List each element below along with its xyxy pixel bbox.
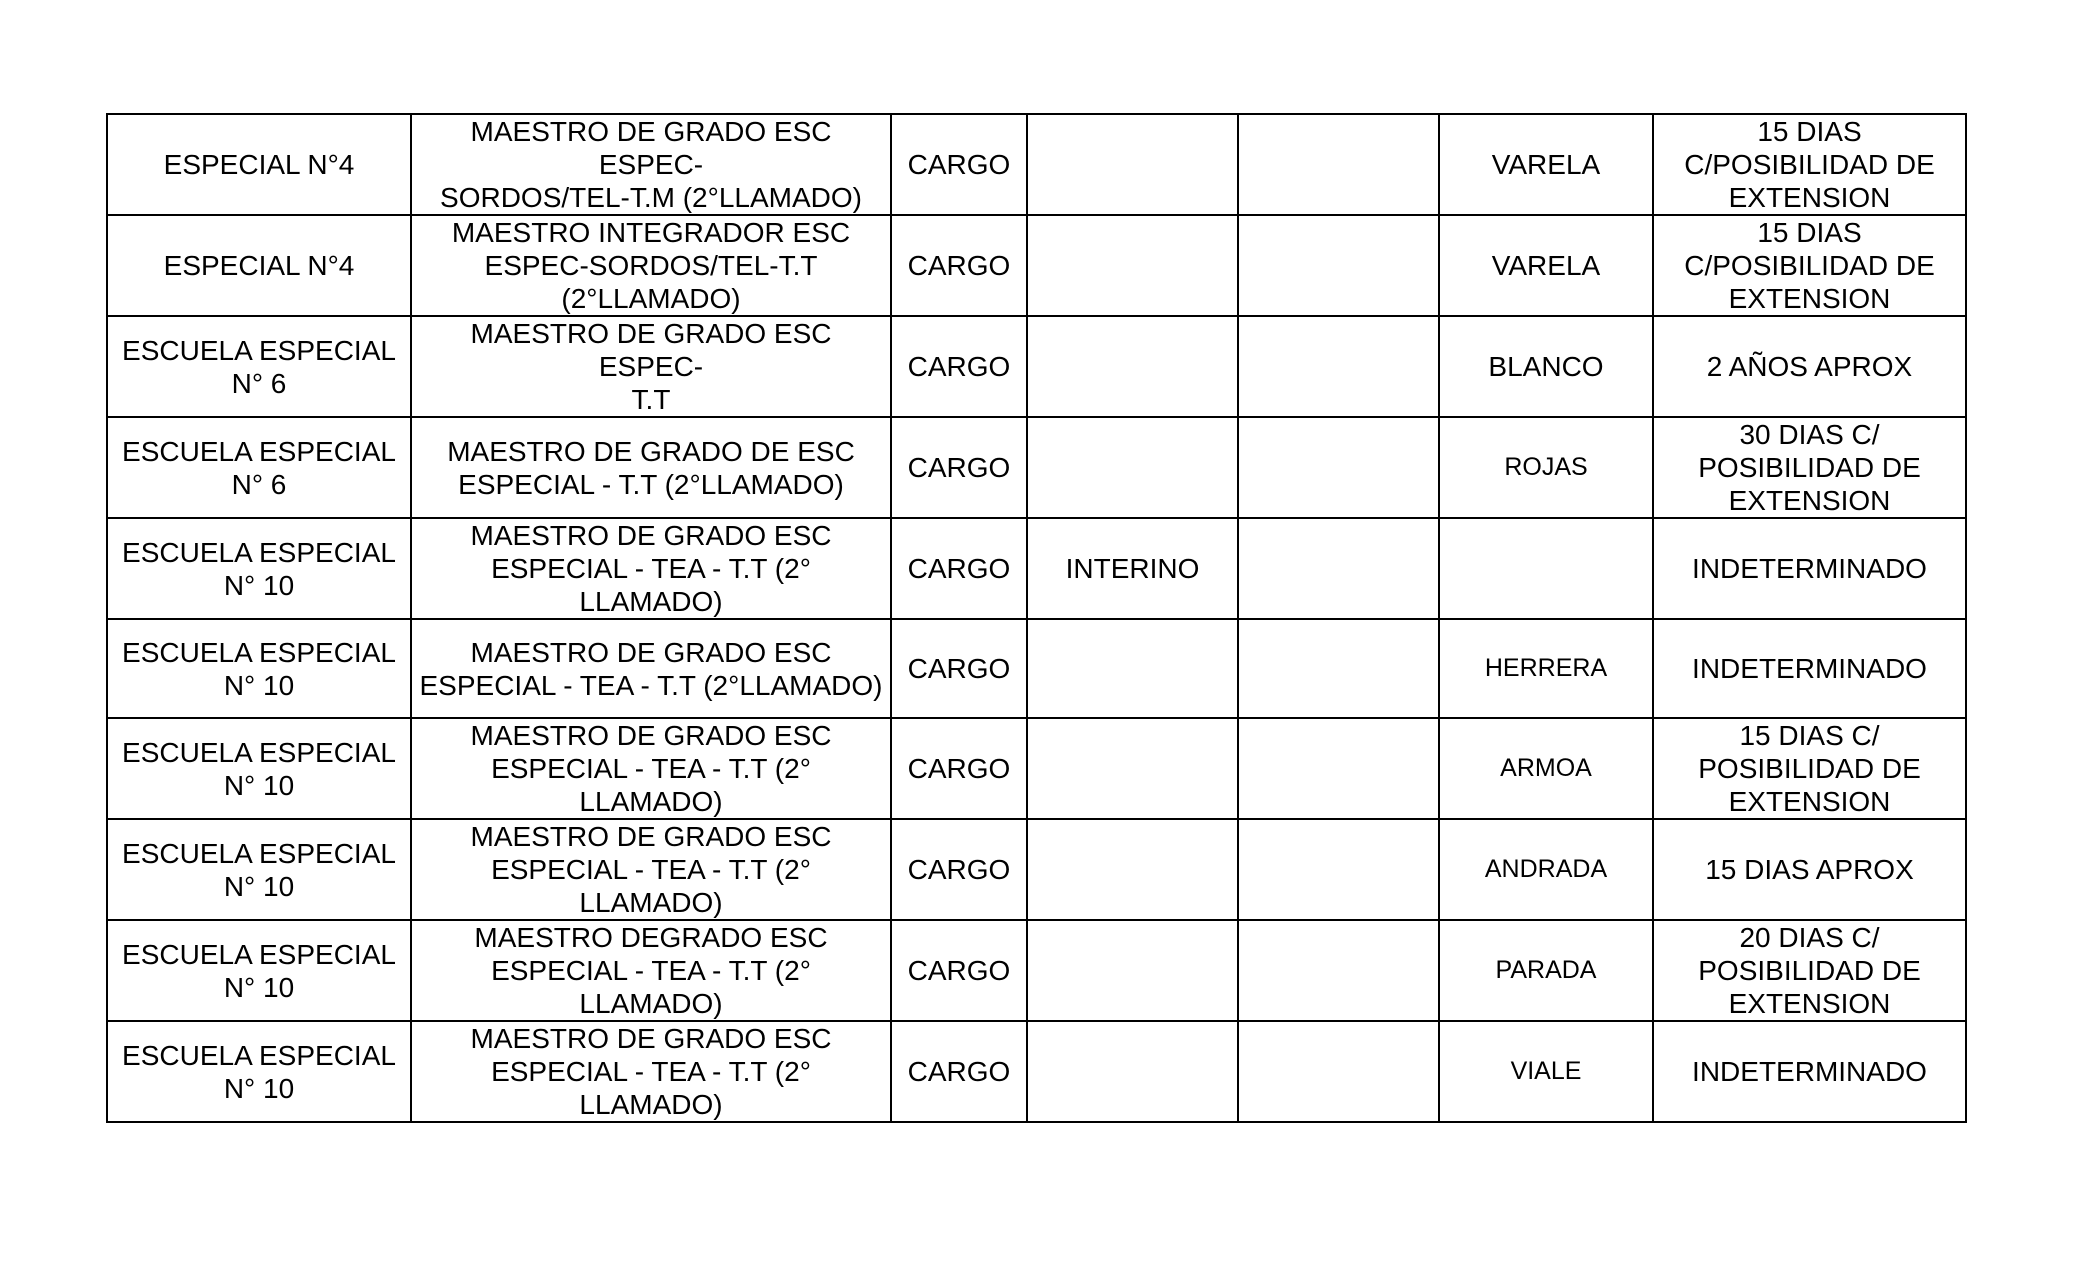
type-cell: CARGO [891, 920, 1027, 1021]
empty-cell [1238, 1021, 1439, 1122]
type-cell: CARGO [891, 718, 1027, 819]
empty-cell [1238, 215, 1439, 316]
character-cell [1027, 619, 1238, 718]
position-cell: MAESTRO DE GRADO ESC ESPECIAL - TEA - T.T (2°LLAMADO) [411, 619, 891, 718]
type-cell: CARGO [891, 518, 1027, 619]
table-row [107, 518, 1966, 619]
duration-cell: 20 DIAS C/ POSIBILIDAD DE EXTENSION [1653, 920, 1966, 1021]
holder-cell: ANDRADA [1439, 819, 1653, 920]
duration-cell: 30 DIAS C/ POSIBILIDAD DE EXTENSION [1653, 417, 1966, 518]
holder-cell: BLANCO [1439, 316, 1653, 417]
position-cell: MAESTRO DE GRADO DE ESC ESPECIAL - T.T (2°LLAMADO) [411, 417, 891, 518]
school-cell: ESCUELA ESPECIAL N° 10 [107, 920, 411, 1021]
type-cell: CARGO [891, 819, 1027, 920]
empty-cell [1238, 114, 1439, 215]
duration-cell: 15 DIAS C/POSIBILIDAD DE EXTENSION [1653, 114, 1966, 215]
school-cell: ESCUELA ESPECIAL N° 6 [107, 316, 411, 417]
character-cell [1027, 1021, 1238, 1122]
position-cell: MAESTRO DE GRADO ESC ESPECIAL - TEA - T.T (2° LLAMADO) [411, 1021, 891, 1122]
table-row [107, 819, 1966, 920]
character-cell [1027, 215, 1238, 316]
holder-cell: VARELA [1439, 215, 1653, 316]
school-cell: ESCUELA ESPECIAL N° 6 [107, 417, 411, 518]
type-cell: CARGO [891, 417, 1027, 518]
empty-cell [1238, 718, 1439, 819]
duration-cell: 15 DIAS APROX [1653, 819, 1966, 920]
holder-cell [1439, 518, 1653, 619]
empty-cell [1238, 920, 1439, 1021]
character-cell [1027, 114, 1238, 215]
position-cell: MAESTRO DEGRADO ESC ESPECIAL - TEA - T.T (2° LLAMADO) [411, 920, 891, 1021]
school-cell: ESCUELA ESPECIAL N° 10 [107, 819, 411, 920]
duration-cell: 2 AÑOS APROX [1653, 316, 1966, 417]
duration-cell: 15 DIAS C/ POSIBILIDAD DE EXTENSION [1653, 718, 1966, 819]
holder-cell: PARADA [1439, 920, 1653, 1021]
character-cell [1027, 316, 1238, 417]
table-row [107, 1021, 1966, 1122]
school-cell: ESCUELA ESPECIAL N° 10 [107, 619, 411, 718]
character-cell: INTERINO [1027, 518, 1238, 619]
school-cell: ESCUELA ESPECIAL N° 10 [107, 1021, 411, 1122]
table-row [107, 114, 1966, 215]
school-cell: ESCUELA ESPECIAL N° 10 [107, 718, 411, 819]
table-row [107, 215, 1966, 316]
table-row [107, 718, 1966, 819]
empty-cell [1238, 316, 1439, 417]
character-cell [1027, 819, 1238, 920]
position-cell: MAESTRO DE GRADO ESC ESPECIAL - TEA - T.T (2° LLAMADO) [411, 718, 891, 819]
holder-cell: VIALE [1439, 1021, 1653, 1122]
position-cell: MAESTRO DE GRADO ESC ESPECIAL - TEA - T.T (2° LLAMADO) [411, 518, 891, 619]
character-cell [1027, 718, 1238, 819]
holder-cell: HERRERA [1439, 619, 1653, 718]
position-cell: MAESTRO INTEGRADOR ESC ESPEC-SORDOS/TEL-T.T (2°LLAMADO) [411, 215, 891, 316]
empty-cell [1238, 417, 1439, 518]
duration-cell: 15 DIAS C/POSIBILIDAD DE EXTENSION [1653, 215, 1966, 316]
duration-cell: INDETERMINADO [1653, 1021, 1966, 1122]
table-row [107, 417, 1966, 518]
empty-cell [1238, 518, 1439, 619]
empty-cell [1238, 819, 1439, 920]
school-cell: ESPECIAL N°4 [107, 215, 411, 316]
type-cell: CARGO [891, 619, 1027, 718]
table-row [107, 316, 1966, 417]
type-cell: CARGO [891, 1021, 1027, 1122]
type-cell: CARGO [891, 215, 1027, 316]
position-cell: MAESTRO DE GRADO ESC ESPECIAL - TEA - T.T (2° LLAMADO) [411, 819, 891, 920]
position-cell: MAESTRO DE GRADO ESC ESPEC- SORDOS/TEL-T.M (2°LLAMADO) [411, 114, 891, 215]
type-cell: CARGO [891, 316, 1027, 417]
holder-cell: ARMOA [1439, 718, 1653, 819]
character-cell [1027, 920, 1238, 1021]
duration-cell: INDETERMINADO [1653, 619, 1966, 718]
table-row [107, 619, 1966, 718]
character-cell [1027, 417, 1238, 518]
empty-cell [1238, 619, 1439, 718]
duration-cell: INDETERMINADO [1653, 518, 1966, 619]
table-row [107, 920, 1966, 1021]
holder-cell: VARELA [1439, 114, 1653, 215]
type-cell: CARGO [891, 114, 1027, 215]
vacancies-table [106, 113, 1967, 1123]
position-cell: MAESTRO DE GRADO ESC ESPEC- T.T [411, 316, 891, 417]
school-cell: ESPECIAL N°4 [107, 114, 411, 215]
holder-cell: ROJAS [1439, 417, 1653, 518]
school-cell: ESCUELA ESPECIAL N° 10 [107, 518, 411, 619]
table-body [107, 114, 1966, 1122]
